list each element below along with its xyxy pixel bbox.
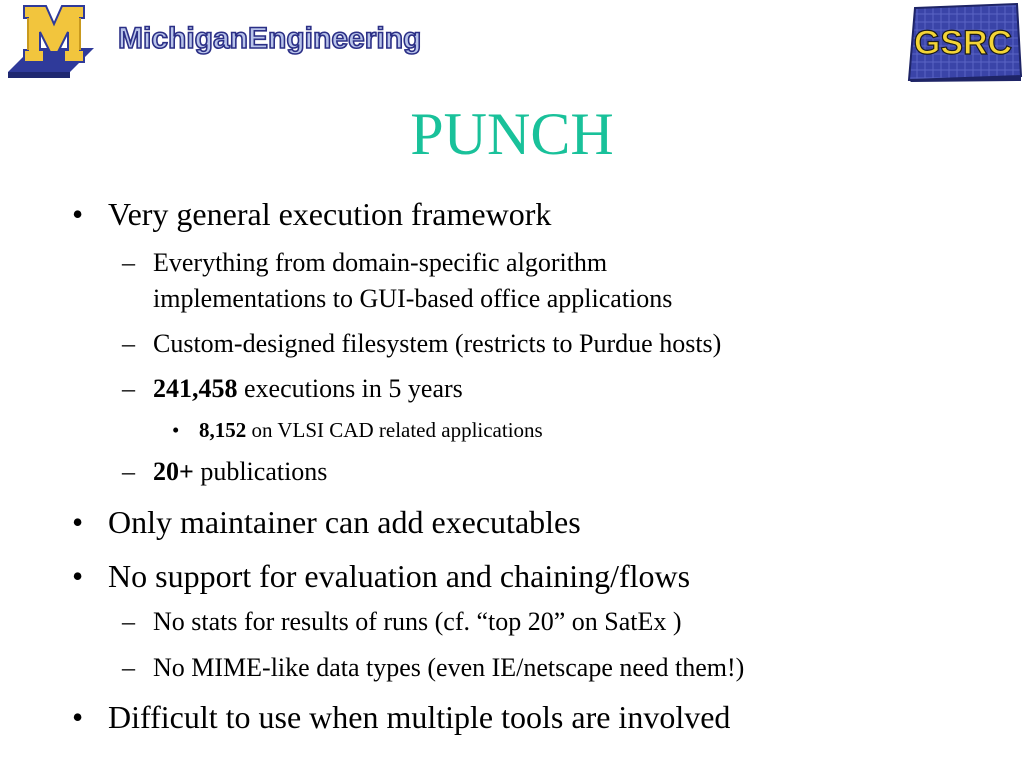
dash-marker: – (122, 653, 135, 682)
vlsi-label: on VLSI CAD related applications (246, 418, 543, 442)
sub-sub-bullet-text (199, 417, 543, 443)
bullet-text: Very general execution framework (108, 196, 552, 232)
sub-bullet-text: No stats for results of runs (cf. “top 20” on SatEx ) (153, 607, 682, 636)
michigan-engineering-wordmark: MichiganEngineering (118, 22, 422, 55)
bullet-marker: • (172, 418, 180, 442)
bullet-marker: • (72, 196, 84, 232)
dash-marker: – (122, 329, 135, 358)
dash-marker: – (122, 374, 135, 403)
slide-title: PUNCH (410, 101, 614, 167)
sub-bullet-text (153, 456, 327, 488)
gsrc-logo-text: GSRC (913, 24, 1013, 62)
sub-bullet-text: Custom-designed filesystem (restricts to Purdue hosts) (153, 329, 722, 358)
bullet-text: No support for evaluation and chaining/flows (108, 558, 691, 594)
dash-marker: – (122, 248, 135, 277)
sub-bullet-text (153, 373, 463, 405)
publications-label: publications (193, 457, 328, 486)
dash-marker: – (122, 607, 135, 636)
executions-count: 241,458 (153, 374, 238, 403)
sub-bullet-text: Everything from domain-specific algorithm (153, 248, 608, 277)
publications-count: 20+ (153, 457, 194, 486)
executions-label: executions in 5 years (237, 374, 463, 403)
sub-bullet-text: No MIME-like data types (even IE/netscape need them!) (153, 653, 745, 682)
sub-bullet-text: implementations to GUI-based office applications (153, 284, 673, 313)
bullet-marker: • (72, 699, 84, 735)
vlsi-count: 8,152 (199, 418, 247, 442)
bullet-text: Only maintainer can add executables (108, 504, 581, 540)
bullet-marker: • (72, 558, 84, 594)
bullet-text: Difficult to use when multiple tools are involved (108, 699, 731, 735)
dash-marker: – (122, 457, 135, 486)
bullet-marker: • (72, 504, 84, 540)
